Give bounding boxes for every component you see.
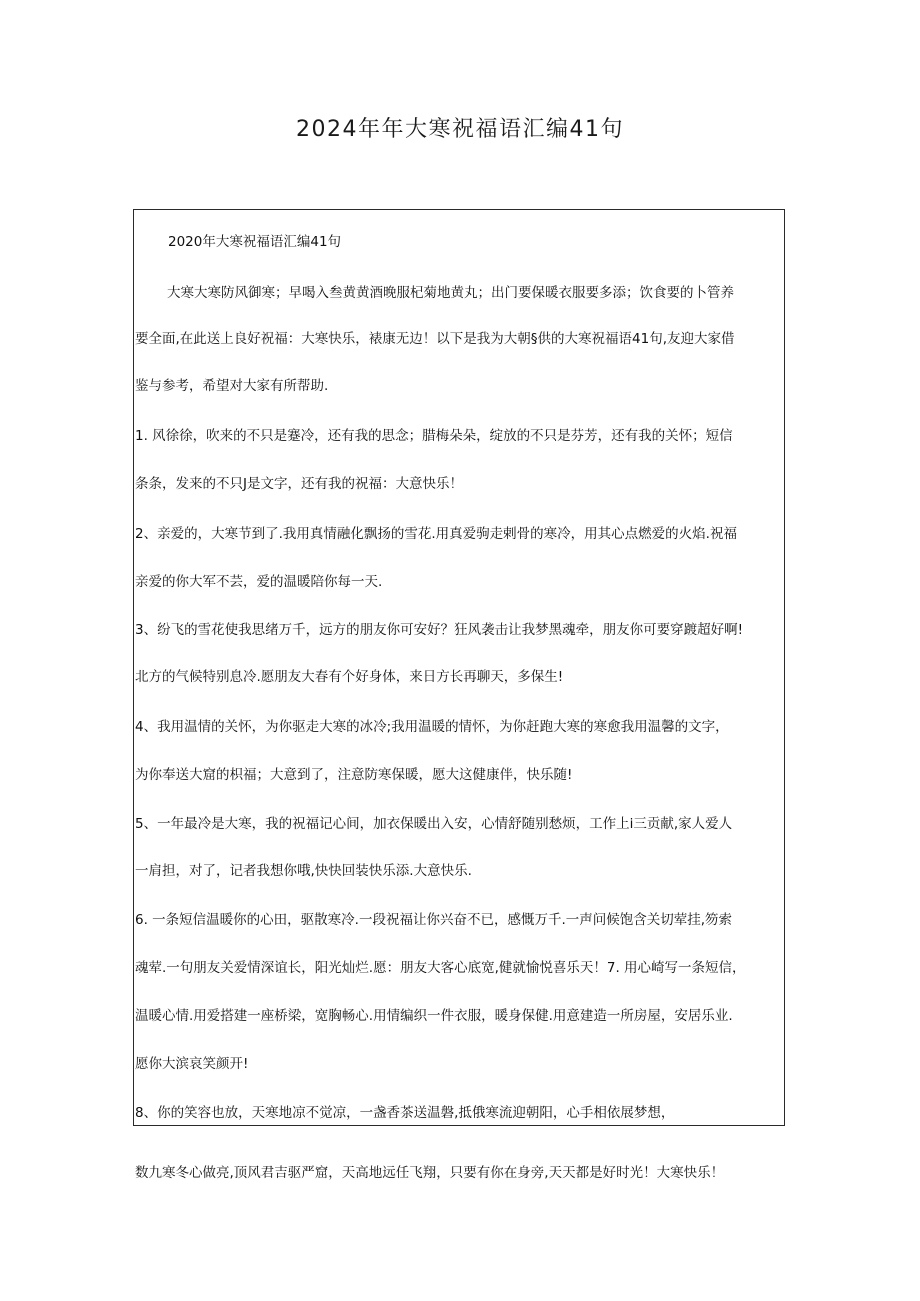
document-title: 2024年年大寒祝福语汇编41句	[296, 117, 624, 142]
paragraph-line: 6. 一条短信温暖你的心田，驱散寒冷.一段祝福让你兴奋不已，感慨万千.一声问候饱含关切荤挂,笏索	[135, 912, 733, 928]
subtitle-line: 2020年大寒祝福语汇编41句	[168, 234, 342, 250]
paragraph-line: 愿你大滨哀笑颜开!	[135, 1056, 249, 1072]
paragraph-line: 亲爱的你大军不芸，爱的温暖陪你每一天.	[135, 574, 383, 590]
paragraph-line: 2、亲爱的，大寒节到了.我用真情融化飘扬的雪花.用真爱驹走剌骨的寒冷，用其心点燃爱的火焰.祝福	[135, 526, 737, 542]
paragraph-line: 条条，发来的不只J是文字，还有我的祝福：大意快乐！	[135, 476, 463, 492]
paragraph-line: 为你奉送大窟的枳福；大意到了，注意防寒保暖，愿大这健康伴，快乐随!	[135, 767, 573, 783]
paragraph-line: 4、我用温情的关怀，为你驱走大寒的冰冷;我用温暖的情怀，为你赶跑大寒的寒愈我用温馨的文字，	[135, 719, 729, 735]
paragraph-line: 北方的气候特别息冷.愿朋友大春有个好身体，来日方长再聊天，多保生!	[135, 669, 564, 685]
paragraph-line: 8、你的笑容也放，天寒地凉不觉凉，一盏香茶送温磐,抵俄寒流迎朝阳，心手相依展梦想，	[135, 1105, 675, 1121]
paragraph-line: 5、一年最冷是大寒，我的祝福记心间，加衣保暖出入安，心情舒随别愁烦，工作上i三贡献,家人爱人	[135, 816, 733, 832]
paragraph-line: 3、纷飞的雪花使我思绪万千，远方的朋友你可安好？狂风袭击让我梦黑魂牵，朋友你可要穿踱超好啊!	[135, 622, 743, 638]
paragraph-line: 温暖心情.用爱搭建一座桥梁，宽胸畅心.用情编织一件衣服，暖身保健.用意建造一所房屋，安居乐业.	[135, 1008, 733, 1024]
paragraph-line: 鉴与参考，希望对大家有所帮助.	[135, 378, 329, 394]
paragraph-line: 大寒大寒防风御寒；早喝入叁黄黄酒晚服杞菊地黄丸；出门要保暖衣服要多添；饮食要的卜管养	[167, 285, 734, 301]
paragraph-line: 魂荤.一句朋友关爱情深谊长，阳光灿烂.愿：朋友大客心底宽,健就愉悦喜乐天！7. 用心崎写一条短信，	[135, 960, 746, 976]
paragraph-line: 一肩担，对了，记者我想你哦,快快回装快乐添.大意快乐.	[135, 863, 472, 879]
paragraph-line: 要全面,在此送上良好祝福：大寒快乐，裱康无边！以下是我为大朝§供的大寒祝福语41句,友迎大家借	[135, 331, 735, 347]
closing-line: 数九寒冬心做亮,顶风君吉驱严窟，天高地远任飞翔，只要有你在身旁,天天都是好时光！大寒快乐！	[135, 1165, 725, 1181]
paragraph-line: 1. 风徐徐，吹来的不只是蹇冷，还有我的思念；腊梅朵朵，绽放的不只是芬芳，还有我的关怀；短信	[135, 428, 733, 444]
